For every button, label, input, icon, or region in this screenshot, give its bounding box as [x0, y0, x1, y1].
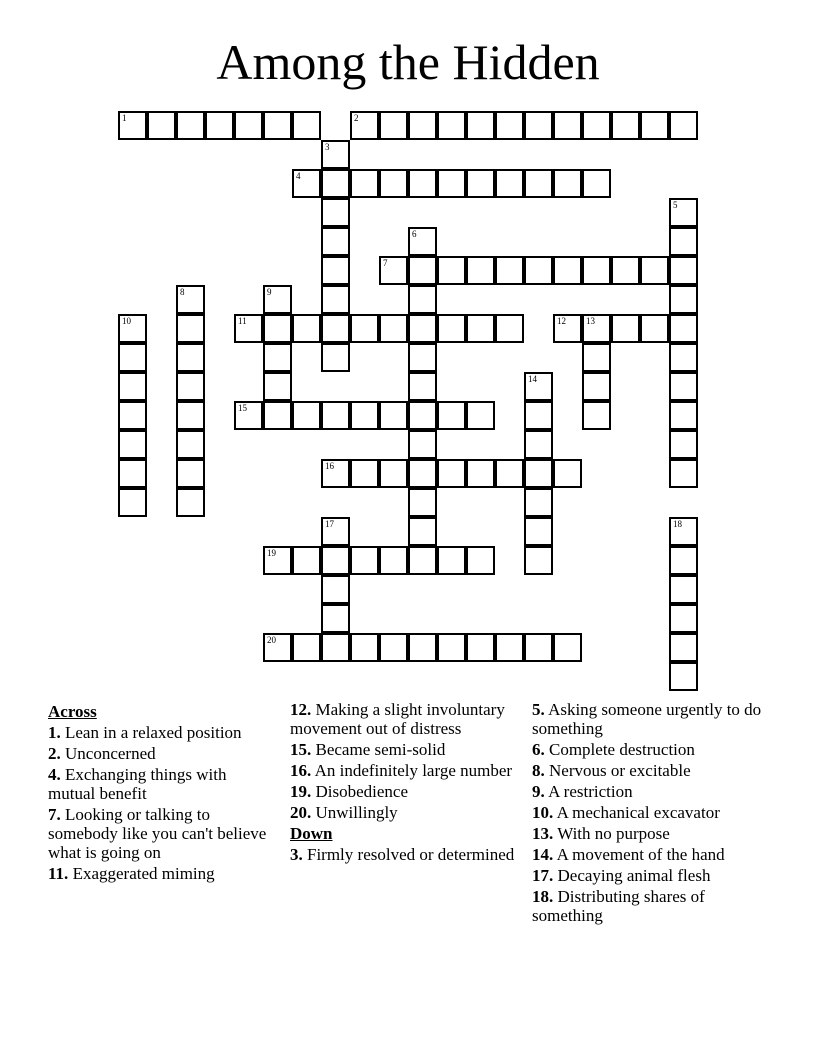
grid-cell[interactable] — [669, 285, 698, 314]
clue-across-19: 19. Disobedience — [290, 782, 409, 801]
grid-cell[interactable] — [669, 111, 698, 140]
clue-across-11: 11. Exaggerated miming — [48, 864, 215, 883]
grid-cell[interactable] — [408, 285, 437, 314]
grid-cell[interactable] — [408, 169, 437, 198]
grid-cell[interactable] — [292, 314, 321, 343]
clue-across-15: 15. Became semi-solid — [290, 740, 446, 759]
grid-cell[interactable] — [582, 372, 611, 401]
clue-across-12: 12. Making a slight involuntary movement out of distress — [290, 700, 505, 738]
grid-cell[interactable] — [640, 256, 669, 285]
grid-cell[interactable] — [350, 401, 379, 430]
grid-cell[interactable] — [321, 604, 350, 633]
grid-cell[interactable] — [495, 633, 524, 662]
grid-cell[interactable] — [669, 198, 698, 227]
grid-cell[interactable] — [669, 633, 698, 662]
grid-cell[interactable] — [640, 314, 669, 343]
clue-number: 6 — [412, 229, 417, 239]
grid-cell[interactable] — [118, 343, 147, 372]
grid-cell[interactable] — [176, 459, 205, 488]
clue-across-20: 20. Unwillingly — [290, 803, 398, 822]
grid-cell[interactable] — [437, 111, 466, 140]
grid-cell[interactable] — [582, 343, 611, 372]
grid-cell[interactable] — [321, 140, 350, 169]
grid-cell[interactable] — [466, 633, 495, 662]
grid-cell[interactable] — [321, 227, 350, 256]
grid-cell[interactable] — [437, 459, 466, 488]
clue-across-16: 16. An indefinitely large number — [290, 761, 513, 780]
clue-across-4: 4. Exchanging things with mutual benefit — [48, 765, 227, 803]
clue-down-14: 14. A movement of the hand — [532, 845, 725, 864]
clue-down-9: 9. A restriction — [532, 782, 633, 801]
grid-cell[interactable] — [408, 430, 437, 459]
grid-cell[interactable] — [350, 546, 379, 575]
grid-cell[interactable] — [350, 314, 379, 343]
grid-cell[interactable] — [669, 401, 698, 430]
grid-cell[interactable] — [611, 314, 640, 343]
grid-cell[interactable] — [495, 111, 524, 140]
grid-cell[interactable] — [263, 401, 292, 430]
grid-cell[interactable] — [669, 459, 698, 488]
grid-cell[interactable] — [524, 546, 553, 575]
clue-number: 8 — [180, 287, 185, 297]
grid-cell[interactable] — [408, 488, 437, 517]
clue-down-17: 17. Decaying animal flesh — [532, 866, 711, 885]
grid-cell[interactable] — [611, 111, 640, 140]
clue-down-5: 5. Asking someone urgently to do something — [532, 700, 762, 738]
grid-cell[interactable] — [524, 517, 553, 546]
page-title: Among the Hidden — [216, 34, 600, 90]
grid-cell[interactable] — [176, 401, 205, 430]
grid-cell[interactable] — [408, 517, 437, 546]
grid-cell[interactable] — [408, 227, 437, 256]
grid-cell[interactable] — [408, 343, 437, 372]
grid-cell[interactable] — [176, 430, 205, 459]
grid-cell[interactable] — [321, 633, 350, 662]
grid-cell[interactable] — [524, 488, 553, 517]
grid-cell[interactable] — [553, 256, 582, 285]
grid-cell[interactable] — [350, 111, 379, 140]
grid-cell[interactable] — [263, 343, 292, 372]
grid-cell[interactable] — [669, 662, 698, 691]
clue-number: 3 — [325, 142, 330, 152]
grid-cell[interactable] — [321, 314, 350, 343]
grid-cell[interactable] — [611, 256, 640, 285]
grid-cell[interactable] — [176, 343, 205, 372]
grid-cell[interactable] — [350, 169, 379, 198]
clue-number: 9 — [267, 287, 272, 297]
grid-cell[interactable] — [669, 604, 698, 633]
grid-cell[interactable] — [437, 314, 466, 343]
grid-cell[interactable] — [495, 314, 524, 343]
grid-cell[interactable] — [524, 459, 553, 488]
grid-cell[interactable] — [408, 401, 437, 430]
grid-cell[interactable] — [524, 169, 553, 198]
grid-cell[interactable] — [118, 488, 147, 517]
grid-cell[interactable] — [466, 546, 495, 575]
grid-cell[interactable] — [350, 459, 379, 488]
grid-cell[interactable] — [669, 546, 698, 575]
grid-cell[interactable] — [466, 169, 495, 198]
grid-cell[interactable] — [582, 256, 611, 285]
clue-number: 15 — [238, 403, 247, 413]
grid-cell[interactable] — [321, 198, 350, 227]
grid-cell[interactable] — [582, 111, 611, 140]
grid-cell[interactable] — [466, 256, 495, 285]
clue-column-3 — [532, 700, 762, 927]
grid-cell[interactable] — [118, 314, 147, 343]
grid-cell[interactable] — [582, 401, 611, 430]
grid-cell[interactable] — [408, 459, 437, 488]
grid-cell[interactable] — [669, 517, 698, 546]
clue-number: 2 — [354, 113, 359, 123]
grid-cell[interactable] — [321, 575, 350, 604]
grid-cell[interactable] — [263, 285, 292, 314]
clue-down-13: 13. With no purpose — [532, 824, 670, 843]
grid-cell[interactable] — [321, 256, 350, 285]
grid-cell[interactable] — [379, 314, 408, 343]
grid-cell[interactable] — [321, 169, 350, 198]
grid-cell[interactable] — [176, 314, 205, 343]
grid-cell[interactable] — [118, 459, 147, 488]
clue-number: 19 — [267, 548, 276, 558]
grid-cell[interactable] — [234, 111, 263, 140]
grid-cell[interactable] — [118, 430, 147, 459]
grid-cell[interactable] — [408, 111, 437, 140]
grid-cell[interactable] — [176, 488, 205, 517]
clue-number: 4 — [296, 171, 301, 181]
clue-number: 14 — [528, 374, 537, 384]
grid-cell[interactable] — [524, 401, 553, 430]
grid-cell[interactable] — [582, 169, 611, 198]
grid-cell[interactable] — [553, 314, 582, 343]
clue-number: 1 — [122, 113, 127, 123]
grid-cell[interactable] — [524, 633, 553, 662]
clue-across-7: 7. Looking or talking to somebody like you can't believe what is going on — [48, 805, 267, 862]
clue-across-2: 2. Unconcerned — [48, 744, 156, 763]
grid-cell[interactable] — [176, 285, 205, 314]
clue-column-2 — [290, 700, 520, 866]
grid-cell[interactable] — [553, 633, 582, 662]
clue-down-8: 8. Nervous or excitable — [532, 761, 691, 780]
clue-number: 10 — [122, 316, 131, 326]
grid-cell[interactable] — [495, 256, 524, 285]
grid-cell[interactable] — [350, 633, 379, 662]
clue-column-1 — [48, 700, 270, 885]
grid-cell[interactable] — [524, 111, 553, 140]
grid-cell[interactable] — [437, 401, 466, 430]
grid-cell[interactable] — [408, 256, 437, 285]
grid-cell[interactable] — [669, 314, 698, 343]
grid-cell[interactable] — [263, 372, 292, 401]
grid-cell[interactable] — [669, 343, 698, 372]
clue-number: 5 — [673, 200, 678, 210]
grid-cell[interactable] — [321, 459, 350, 488]
grid-cell[interactable] — [669, 227, 698, 256]
grid-cell[interactable] — [147, 111, 176, 140]
clue-across-1: 1. Lean in a relaxed position — [48, 723, 242, 742]
clue-number: 20 — [267, 635, 276, 645]
grid-cell[interactable] — [495, 459, 524, 488]
grid-cell[interactable] — [495, 169, 524, 198]
grid-cell[interactable] — [437, 633, 466, 662]
grid-cell[interactable] — [553, 111, 582, 140]
clue-number: 18 — [673, 519, 682, 529]
grid-cell[interactable] — [379, 111, 408, 140]
clue-number: 13 — [586, 316, 595, 326]
clue-down-18: 18. Distributing shares of something — [532, 887, 705, 925]
grid-cell[interactable] — [321, 546, 350, 575]
grid-cell[interactable] — [466, 401, 495, 430]
grid-cell[interactable] — [321, 285, 350, 314]
grid-cell[interactable] — [553, 169, 582, 198]
grid-cell[interactable] — [263, 546, 292, 575]
down-heading: Down — [290, 824, 333, 843]
grid-cell[interactable] — [176, 111, 205, 140]
grid-cell[interactable] — [408, 546, 437, 575]
grid-cell[interactable] — [437, 256, 466, 285]
grid-cell[interactable] — [466, 459, 495, 488]
grid-cell[interactable] — [466, 111, 495, 140]
grid-cell[interactable] — [292, 633, 321, 662]
grid-cell[interactable] — [669, 372, 698, 401]
grid-cell[interactable] — [379, 256, 408, 285]
grid-cell[interactable] — [292, 169, 321, 198]
grid-cell[interactable] — [205, 111, 234, 140]
across-heading: Across — [48, 702, 97, 721]
grid-cell[interactable] — [379, 401, 408, 430]
grid-cell[interactable] — [524, 256, 553, 285]
grid-cell[interactable] — [118, 401, 147, 430]
grid-cell[interactable] — [379, 169, 408, 198]
clue-number: 7 — [383, 258, 388, 268]
grid-cell[interactable] — [234, 401, 263, 430]
grid-cell[interactable] — [263, 111, 292, 140]
grid-cell[interactable] — [321, 343, 350, 372]
grid-cell[interactable] — [292, 546, 321, 575]
grid-cell[interactable] — [408, 314, 437, 343]
grid-cell[interactable] — [640, 111, 669, 140]
clue-down-6: 6. Complete destruction — [532, 740, 695, 759]
clue-down-10: 10. A mechanical excavator — [532, 803, 720, 822]
grid-cell[interactable] — [292, 111, 321, 140]
grid-cell[interactable] — [176, 372, 205, 401]
grid-cell[interactable] — [292, 401, 321, 430]
clue-number: 17 — [325, 519, 334, 529]
grid-cell[interactable] — [437, 169, 466, 198]
grid-cell[interactable] — [321, 401, 350, 430]
grid-cell[interactable] — [466, 314, 495, 343]
grid-cell[interactable] — [263, 633, 292, 662]
clue-number: 11 — [238, 316, 247, 326]
grid-cell[interactable] — [118, 372, 147, 401]
grid-cell[interactable] — [669, 430, 698, 459]
grid-cell[interactable] — [669, 256, 698, 285]
grid-cell[interactable] — [379, 546, 408, 575]
clue-number: 16 — [325, 461, 334, 471]
grid-cell[interactable] — [379, 459, 408, 488]
grid-cell[interactable] — [524, 372, 553, 401]
grid-cell[interactable] — [408, 372, 437, 401]
grid-cell[interactable] — [437, 546, 466, 575]
grid-cell[interactable] — [379, 633, 408, 662]
grid-cell[interactable] — [553, 459, 582, 488]
grid-cell[interactable] — [263, 314, 292, 343]
grid-cell[interactable] — [234, 314, 263, 343]
clue-number: 12 — [557, 316, 566, 326]
clue-down-3: 3. Firmly resolved or determined — [290, 845, 515, 864]
grid-cell[interactable] — [524, 430, 553, 459]
grid-cell[interactable] — [118, 111, 147, 140]
grid-cell[interactable] — [321, 517, 350, 546]
grid-cell[interactable] — [582, 314, 611, 343]
grid-cell[interactable] — [408, 633, 437, 662]
grid-cell[interactable] — [669, 575, 698, 604]
